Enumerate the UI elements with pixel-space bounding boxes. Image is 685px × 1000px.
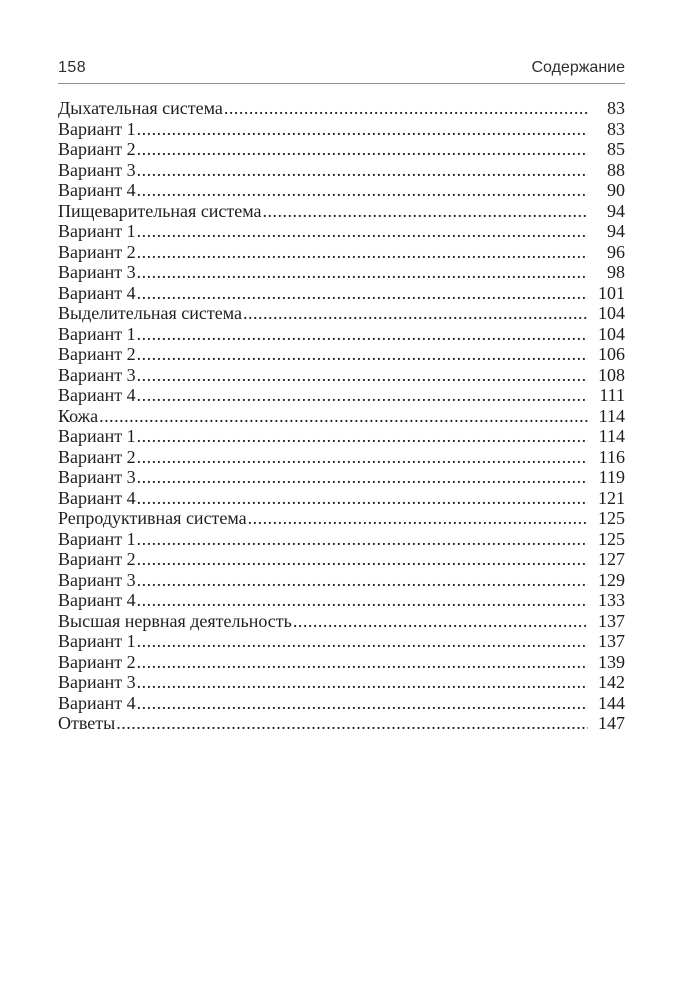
toc-entry bbox=[58, 98, 625, 119]
toc-entry-page-number: 83 bbox=[607, 118, 625, 139]
toc-entry-page-number: 127 bbox=[598, 549, 625, 569]
toc-entry-label: Высшая нервная деятельность bbox=[58, 610, 292, 631]
toc-entry-page-number: 101 bbox=[598, 282, 625, 303]
toc-entry-page-number: 125 bbox=[598, 528, 625, 549]
toc-entry-label: Вариант 4 bbox=[58, 282, 136, 303]
dot-leader bbox=[137, 365, 588, 386]
toc-entry bbox=[58, 283, 625, 304]
page-header bbox=[58, 58, 625, 84]
toc-entry-page-number: 147 bbox=[598, 713, 625, 733]
toc-entry bbox=[58, 590, 625, 611]
toc-entry bbox=[58, 652, 625, 673]
dot-leader bbox=[137, 549, 588, 570]
page-number-header: 158 bbox=[58, 59, 87, 76]
toc-entry-page-number: 98 bbox=[607, 262, 625, 282]
dot-leader bbox=[243, 303, 588, 324]
toc-entry bbox=[58, 119, 625, 140]
toc-entry-page-number: 88 bbox=[607, 159, 625, 180]
toc-entry-label: Вариант 1 bbox=[58, 323, 136, 344]
toc-entry-page-number: 119 bbox=[598, 467, 625, 487]
toc-entry bbox=[58, 385, 625, 406]
toc-entry-label: Ответы bbox=[58, 713, 116, 733]
toc-entry bbox=[58, 262, 625, 283]
toc-entry-label: Вариант 1 bbox=[58, 221, 136, 241]
toc-entry bbox=[58, 488, 625, 509]
toc-entry-page-number: 142 bbox=[598, 672, 625, 692]
dot-leader bbox=[99, 406, 588, 427]
dot-leader bbox=[137, 283, 588, 304]
toc-entry-page-number: 133 bbox=[598, 590, 625, 610]
toc-entry-label: Вариант 4 bbox=[58, 487, 136, 508]
dot-leader bbox=[137, 590, 588, 611]
dot-leader bbox=[137, 262, 588, 283]
toc-entry-page-number: 104 bbox=[598, 303, 625, 323]
toc-entry bbox=[58, 611, 625, 632]
toc-entry-label: Вариант 2 bbox=[58, 344, 136, 364]
toc-entry-page-number: 96 bbox=[607, 241, 625, 262]
toc-entry-label: Вариант 4 bbox=[58, 180, 136, 200]
toc-entry-page-number: 83 bbox=[607, 98, 625, 118]
toc-entry-label: Репродуктивная система bbox=[58, 508, 247, 528]
toc-entry bbox=[58, 201, 625, 222]
dot-leader bbox=[137, 672, 588, 693]
dot-leader bbox=[137, 180, 588, 201]
dot-leader bbox=[116, 713, 588, 734]
toc-entry bbox=[58, 570, 625, 591]
dot-leader bbox=[293, 611, 588, 632]
dot-leader bbox=[263, 201, 588, 222]
toc-entry-page-number: 94 bbox=[607, 221, 625, 241]
toc-entry-page-number: 90 bbox=[607, 180, 625, 200]
toc-entry-label: Вариант 1 bbox=[58, 631, 136, 651]
toc-entry-label: Вариант 3 bbox=[58, 569, 136, 590]
dot-leader bbox=[137, 631, 588, 652]
dot-leader bbox=[137, 139, 588, 160]
toc-entry bbox=[58, 324, 625, 345]
dot-leader bbox=[137, 385, 588, 406]
toc-entry bbox=[58, 365, 625, 386]
toc-entry-label: Вариант 4 bbox=[58, 692, 136, 713]
toc-entry-page-number: 108 bbox=[598, 364, 625, 385]
toc-entry-label: Вариант 2 bbox=[58, 446, 136, 467]
toc-entry bbox=[58, 713, 625, 734]
toc-entry bbox=[58, 467, 625, 488]
toc-entry-label: Вариант 2 bbox=[58, 651, 136, 672]
toc-list bbox=[58, 98, 625, 734]
dot-leader bbox=[137, 447, 588, 468]
toc-entry bbox=[58, 160, 625, 181]
toc-entry-page-number: 137 bbox=[598, 631, 625, 651]
dot-leader bbox=[137, 426, 588, 447]
toc-entry-label: Вариант 1 bbox=[58, 426, 136, 446]
toc-entry-label: Вариант 3 bbox=[58, 364, 136, 385]
toc-entry-page-number: 121 bbox=[598, 487, 625, 508]
dot-leader bbox=[137, 344, 588, 365]
dot-leader bbox=[137, 324, 588, 345]
toc-entry bbox=[58, 180, 625, 201]
toc-entry-page-number: 116 bbox=[598, 446, 625, 467]
toc-entry-label: Вариант 3 bbox=[58, 467, 136, 487]
toc-entry bbox=[58, 344, 625, 365]
toc-entry-label: Вариант 3 bbox=[58, 159, 136, 180]
toc-entry bbox=[58, 406, 625, 427]
toc-entry-page-number: 106 bbox=[598, 344, 625, 364]
toc-entry-label: Вариант 3 bbox=[58, 262, 136, 282]
toc-entry-page-number: 114 bbox=[598, 405, 625, 426]
toc-entry bbox=[58, 242, 625, 263]
toc-entry-label: Вариант 3 bbox=[58, 672, 136, 692]
toc-entry bbox=[58, 693, 625, 714]
toc-entry bbox=[58, 672, 625, 693]
toc-entry-page-number: 111 bbox=[599, 385, 625, 405]
toc-entry-page-number: 114 bbox=[598, 426, 625, 446]
toc-entry bbox=[58, 529, 625, 550]
toc-entry-label: Кожа bbox=[58, 405, 99, 426]
dot-leader bbox=[224, 98, 588, 119]
toc-entry-page-number: 104 bbox=[598, 323, 625, 344]
toc-entry-label: Пищеварительная система bbox=[58, 200, 262, 221]
toc-entry-page-number: 144 bbox=[598, 692, 625, 713]
toc-entry-page-number: 85 bbox=[607, 139, 625, 159]
toc-entry-page-number: 94 bbox=[607, 200, 625, 221]
toc-entry-label: Вариант 2 bbox=[58, 139, 136, 159]
toc-entry-label: Вариант 4 bbox=[58, 590, 136, 610]
toc-entry bbox=[58, 447, 625, 468]
toc-entry bbox=[58, 508, 625, 529]
toc-entry bbox=[58, 426, 625, 447]
toc-entry-page-number: 129 bbox=[598, 569, 625, 590]
toc-entry-label: Вариант 2 bbox=[58, 549, 136, 569]
toc-entry-page-number: 137 bbox=[598, 610, 625, 631]
dot-leader bbox=[137, 160, 588, 181]
toc-entry bbox=[58, 549, 625, 570]
dot-leader bbox=[137, 242, 588, 263]
toc-entry bbox=[58, 221, 625, 242]
toc-entry-label: Вариант 4 bbox=[58, 385, 136, 405]
toc-entry-page-number: 139 bbox=[598, 651, 625, 672]
dot-leader bbox=[137, 529, 588, 550]
dot-leader bbox=[137, 488, 588, 509]
dot-leader bbox=[248, 508, 588, 529]
dot-leader bbox=[137, 693, 588, 714]
toc-entry-label: Вариант 1 bbox=[58, 528, 136, 549]
dot-leader bbox=[137, 119, 588, 140]
toc-entry bbox=[58, 303, 625, 324]
toc-entry-label: Дыхательная система bbox=[58, 98, 223, 118]
toc-entry bbox=[58, 139, 625, 160]
toc-entry-label: Выделительная система bbox=[58, 303, 243, 323]
contents-title: Содержание bbox=[531, 59, 625, 76]
dot-leader bbox=[137, 221, 588, 242]
dot-leader bbox=[137, 570, 588, 591]
dot-leader bbox=[137, 467, 588, 488]
toc-entry bbox=[58, 631, 625, 652]
toc-entry-label: Вариант 2 bbox=[58, 241, 136, 262]
dot-leader bbox=[137, 652, 588, 673]
toc-entry-label: Вариант 1 bbox=[58, 118, 136, 139]
toc-entry-page-number: 125 bbox=[598, 508, 625, 528]
